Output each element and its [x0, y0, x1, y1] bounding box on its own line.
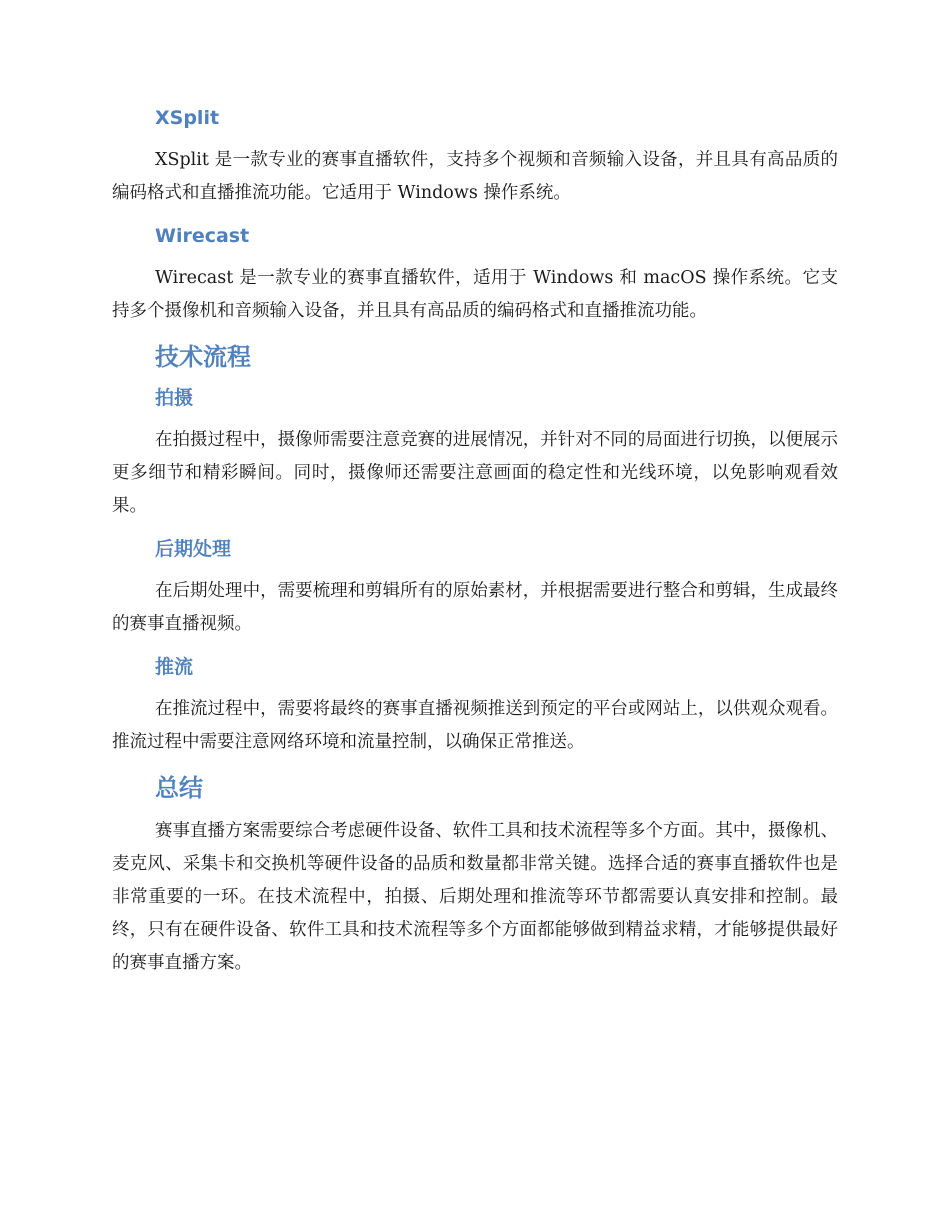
heading-wirecast: Wirecast: [155, 225, 250, 247]
paragraph-xsplit: XSplit 是一款专业的赛事直播软件，支持多个视频和音频输入设备，并且具有高品质的编码格式和直播推流功能。它适用于 Windows 操作系统。: [112, 150, 838, 203]
heading-tech-flow: 技术流程: [155, 343, 251, 371]
document-page: [112, 104, 838, 992]
heading-streaming: 推流: [155, 656, 194, 678]
paragraph-wirecast: Wirecast 是一款专业的赛事直播软件，适用于 Windows 和 macOS 操作系统。它支持多个摄像机和音频输入设备，并且具有高品质的编码格式和直播推流功能。: [112, 268, 838, 321]
paragraph-post-processing: 在后期处理中，需要梳理和剪辑所有的原始素材，并根据需要进行整合和剪辑，生成最终的赛事直播视频。: [112, 581, 838, 634]
paragraph-summary: 赛事直播方案需要综合考虑硬件设备、软件工具和技术流程等多个方面。其中，摄像机、麦克风、采集卡和交换机等硬件设备的品质和数量都非常关键。选择合适的赛事直播软件也是非常重要的一环。在技术流程中，拍摄、后期处理和推流等环节都需要认真安排和控制。最终，只有在硬件设备、软件工具和技术流程等多个方面都能够做到精益求精，才能够提供最好的赛事直播方案。: [112, 821, 838, 973]
paragraph-shooting: 在拍摄过程中，摄像师需要注意竞赛的进展情况，并针对不同的局面进行切换，以便展示更多细节和精彩瞬间。同时，摄像师还需要注意画面的稳定性和光线环境，以免影响观看效果。: [112, 430, 838, 516]
heading-xsplit: XSplit: [155, 107, 220, 129]
heading-summary: 总结: [155, 774, 203, 802]
paragraph-streaming: 在推流过程中，需要将最终的赛事直播视频推送到预定的平台或网站上，以供观众观看。推流过程中需要注意网络环境和流量控制，以确保正常推送。: [112, 699, 838, 752]
heading-shooting: 拍摄: [155, 387, 194, 409]
heading-post-processing: 后期处理: [155, 538, 232, 560]
